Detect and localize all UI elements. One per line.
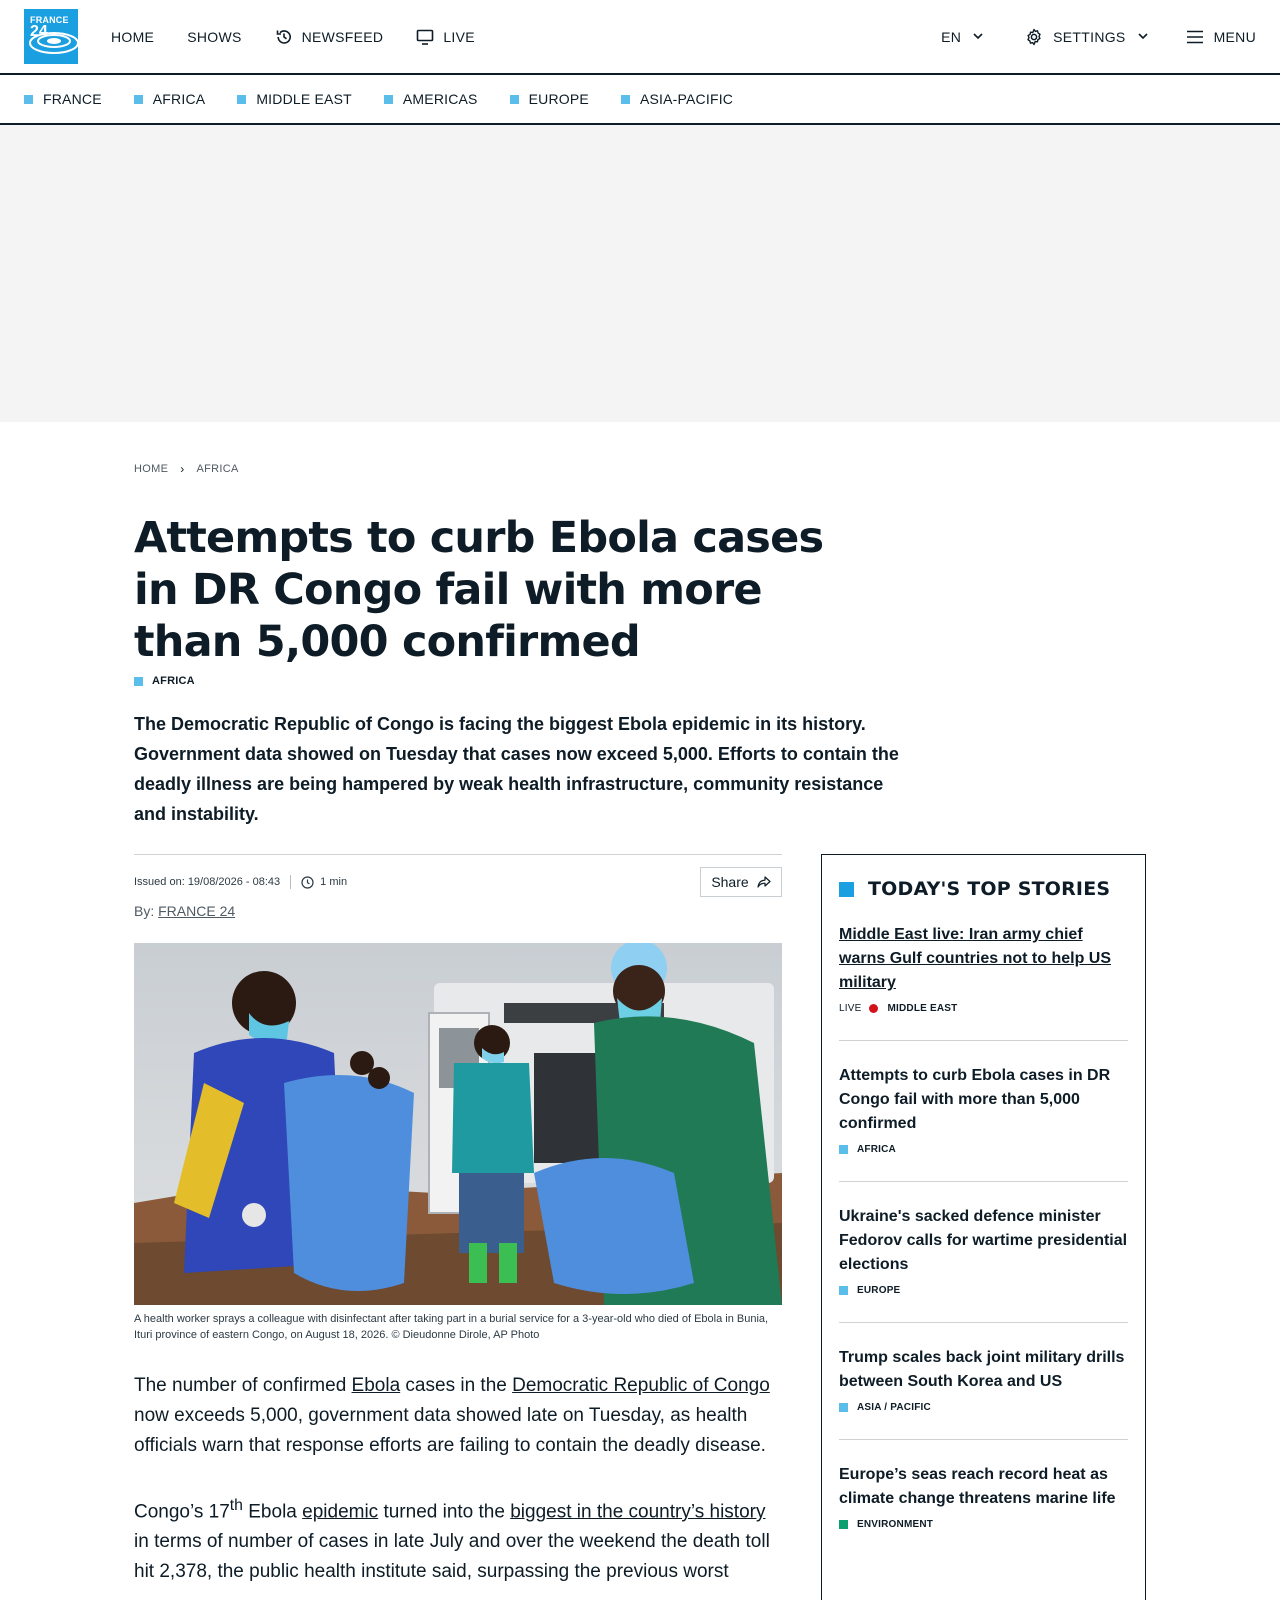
logo-waves-icon (24, 31, 78, 64)
story-tag (839, 1519, 1128, 1530)
biggest-history-link[interactable]: biggest in the country’s history (510, 1501, 766, 1523)
story-item[interactable] (839, 1323, 1128, 1440)
byline (134, 903, 782, 919)
article-lead: The Democratic Republic of Congo is facing the biggest Ebola epidemic in its history. Government data showed on Tuesday that cases now exceed 5,000. Efforts to contain the deadly illness are being hampered by weak health infrastructure, community resistance and instability. (134, 714, 899, 824)
region-square-icon (621, 95, 630, 104)
menu-label: MENU (1213, 28, 1256, 45)
live-label: LIVE (839, 1003, 862, 1014)
region-africa[interactable] (134, 91, 206, 107)
share-button[interactable] (700, 867, 782, 897)
paragraph-text: Ebola (242, 1501, 303, 1523)
story-tag (839, 1285, 1128, 1296)
story-tag (839, 1144, 1128, 1155)
paragraph-text: turned into the (378, 1501, 511, 1523)
paragraph-text: cases in the (400, 1375, 513, 1396)
france24-logo[interactable] (24, 9, 78, 64)
nav-home[interactable] (111, 29, 154, 45)
story-title[interactable]: Europe’s seas reach record heat as climate change threatens marine life (839, 1466, 1116, 1507)
story-tag-label: EUROPE (857, 1285, 901, 1296)
divider (290, 875, 291, 889)
tag-square-icon (839, 1403, 848, 1412)
share-label: Share (711, 874, 749, 890)
byline-label: By: (134, 903, 155, 919)
region-middle-east[interactable] (237, 91, 352, 107)
chevron-down-icon (973, 33, 983, 40)
top-stories-heading (839, 878, 1128, 900)
article-paragraph-2 (134, 1491, 782, 1587)
nav-live-label: LIVE (443, 28, 475, 45)
nav-home-label: HOME (111, 28, 155, 45)
heading-square-icon (839, 882, 854, 897)
story-tag-label: ASIA / PACIFIC (857, 1402, 931, 1413)
region-europe[interactable] (510, 91, 589, 107)
nav-newsfeed[interactable] (275, 28, 384, 46)
breadcrumb-section[interactable]: AFRICA (196, 463, 239, 475)
article-paragraph-1 (134, 1371, 782, 1461)
region-label: AFRICA (152, 91, 206, 107)
author-link[interactable]: FRANCE 24 (158, 903, 236, 919)
header-actions (941, 0, 1256, 73)
hamburger-icon (1186, 30, 1204, 44)
issued-date: Issued on: 19/08/2026 - 08:43 (134, 876, 281, 888)
tv-icon (416, 28, 434, 46)
ebola-link[interactable]: Ebola (351, 1375, 401, 1396)
tag-square-icon (839, 1520, 848, 1529)
region-label: AMERICAS (402, 91, 478, 107)
region-asia-pacific[interactable] (621, 91, 733, 107)
top-stories-sidebar (821, 854, 1146, 1600)
epidemic-link[interactable]: epidemic (302, 1501, 379, 1523)
story-tag-label: ENVIRONMENT (857, 1519, 934, 1530)
tag-square-icon (839, 1286, 848, 1295)
region-nav (0, 75, 1280, 125)
ebola-burial-photo (134, 943, 782, 1305)
region-square-icon (237, 95, 246, 104)
region-square-icon (384, 95, 393, 104)
article-title: Attempts to curb Ebola cases in DR Congo fail with more than 5,000 confirmed (134, 513, 824, 667)
story-title[interactable]: Attempts to curb Ebola cases in DR Congo fail with more than 5,000 confirmed (839, 1067, 1111, 1132)
region-label: FRANCE (43, 91, 102, 107)
chevron-right-icon: › (180, 462, 185, 476)
story-tag-label: MIDDLE EAST (887, 1003, 958, 1014)
story-item[interactable] (839, 1041, 1128, 1182)
nav-shows-label: SHOWS (187, 28, 242, 45)
region-label: ASIA-PACIFIC (639, 91, 734, 107)
gear-icon (1025, 28, 1043, 46)
main-nav (111, 28, 508, 46)
story-title[interactable]: Ukraine's sacked defence minister Fedorov calls for wartime presidential elections (839, 1208, 1128, 1273)
breadcrumb (134, 462, 239, 476)
story-title[interactable]: Trump scales back joint military drills between South Korea and US (839, 1349, 1125, 1390)
region-square-icon (134, 95, 143, 104)
article-tag-label: AFRICA (152, 675, 195, 687)
top-stories-heading-label: TODAY'S TOP STORIES (868, 878, 1111, 900)
top-header (0, 0, 1280, 75)
region-label: EUROPE (528, 91, 589, 107)
photo-caption: A health worker sprays a colleague with disinfectant after taking part in a burial service for a 3-year-old who died of Ebola in Bunia, Ituri province of eastern Congo, on August 18, 2026. © Dieudonne Dirole, AP Photo (134, 1313, 769, 1341)
language-label: EN (941, 28, 962, 45)
logo-text-france: FRANCE (30, 15, 69, 25)
story-item[interactable] (839, 1440, 1128, 1556)
region-label: MIDDLE EAST (256, 91, 352, 107)
article-meta (134, 875, 782, 889)
read-time: 1 min (320, 876, 348, 888)
ordinal-suffix: th (229, 1497, 243, 1514)
paragraph-text: in terms of number of cases in late July and over the weekend the death toll hit 2,378, the public health institute said, surpassing the previous worst (134, 1531, 770, 1583)
settings-button[interactable] (1025, 28, 1147, 46)
language-select[interactable] (941, 29, 983, 45)
paragraph-text: Congo’s 17 (134, 1501, 230, 1523)
logo-text-24: 24 (30, 23, 48, 40)
story-title[interactable]: Middle East live: Iran army chief warns Gulf countries not to help US military (839, 926, 1112, 991)
clock-icon (301, 876, 314, 889)
article-tag[interactable] (134, 675, 195, 687)
nav-shows[interactable] (187, 29, 241, 45)
story-tag (839, 1402, 1128, 1413)
article-photo (134, 943, 782, 1305)
nav-newsfeed-label: NEWSFEED (301, 28, 384, 45)
nav-live[interactable] (416, 28, 475, 46)
paragraph-text: The number of confirmed (134, 1375, 352, 1396)
article-main-column (134, 854, 782, 1587)
tag-square-icon (839, 1145, 848, 1154)
story-item[interactable] (839, 1182, 1128, 1323)
divider (134, 854, 782, 855)
tag-square-icon (134, 677, 143, 686)
settings-label: SETTINGS (1053, 28, 1126, 45)
region-americas[interactable] (384, 91, 478, 107)
menu-button[interactable] (1186, 29, 1256, 45)
story-item[interactable] (839, 900, 1128, 1041)
history-icon (275, 28, 293, 46)
breadcrumb-home[interactable]: HOME (134, 463, 169, 475)
paragraph-text: now exceeds 5,000, government data showed late on Tuesday, as health officials warn that response efforts are failing to contain the deadly disease. (134, 1405, 766, 1456)
region-square-icon (510, 95, 519, 104)
story-tag-label: AFRICA (857, 1144, 896, 1155)
story-tag (839, 1003, 1128, 1014)
chevron-down-icon (1138, 33, 1148, 40)
region-france[interactable] (24, 91, 102, 107)
region-square-icon (24, 95, 33, 104)
ad-placeholder (0, 125, 1280, 422)
share-arrow-icon (757, 876, 771, 888)
drc-link[interactable]: Democratic Republic of Congo (512, 1375, 770, 1396)
live-dot-icon (869, 1004, 878, 1013)
